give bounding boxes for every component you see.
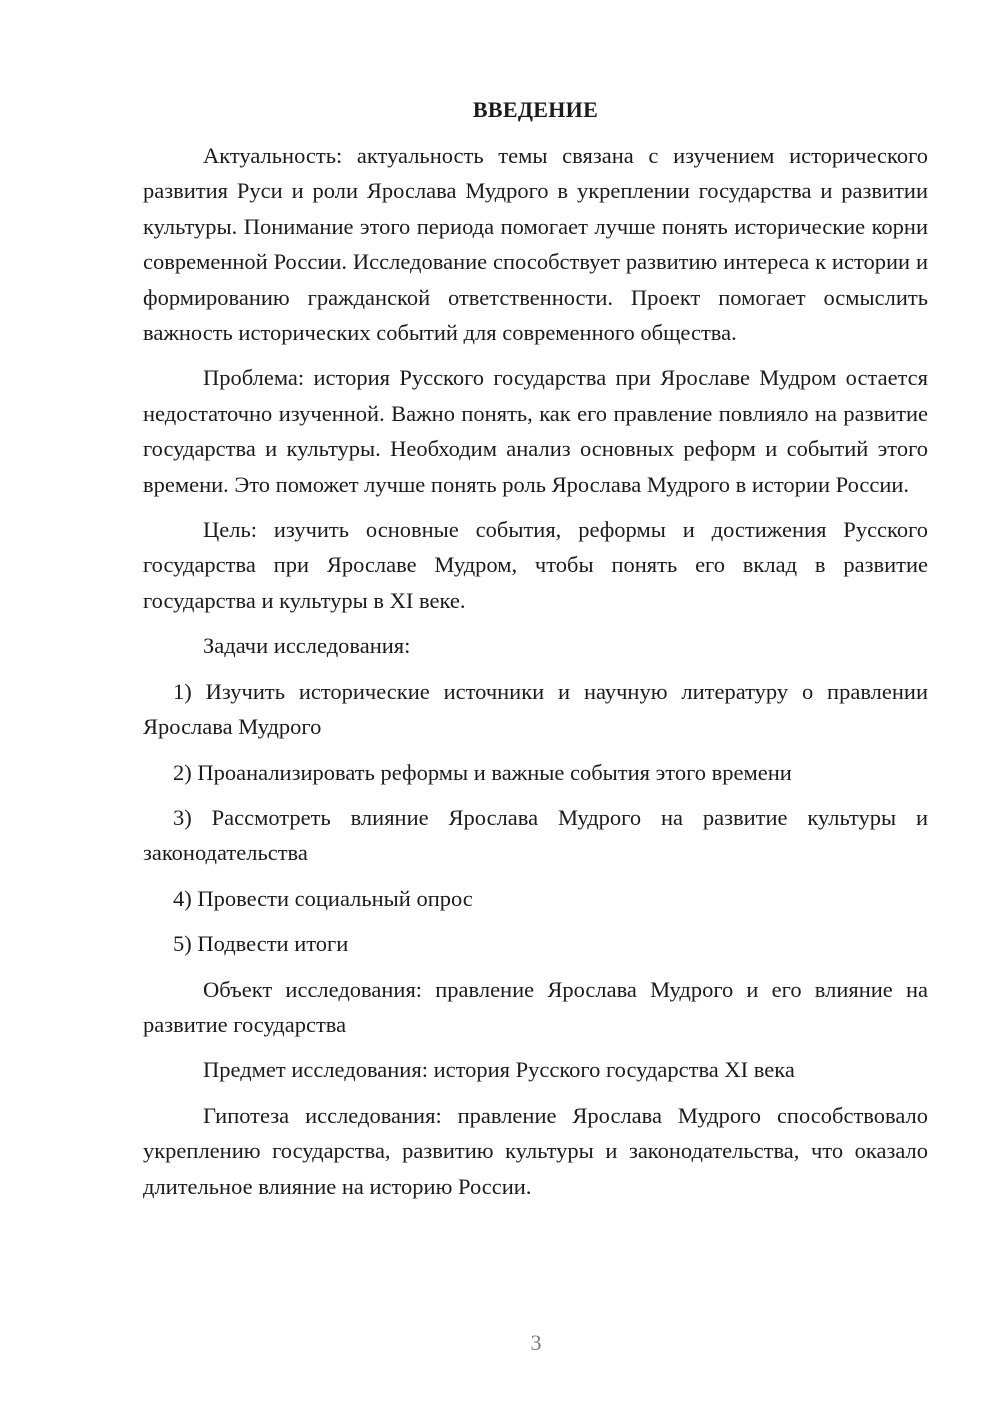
paragraph-hypothesis: Гипотеза исследования: правление Ярослава Мудрого способствовало укреплению государства, развитию культуры и законодательства, что оказало длительное влияние на историю России.: [143, 1102, 928, 1199]
paragraph-tasks-heading: Задачи исследования:: [203, 633, 411, 659]
task-item-1: 1) Изучить исторические источники и научную литературу о правлении Ярослава Мудрого: [143, 678, 928, 740]
paragraph-problem: Проблема: история Русского государства при Ярославе Мудром остается недостаточно изученной. Важно понять, как его правление повлияло на развитие государства и культуры. Необходим анализ основных реформ и событий этого времени. Это поможет лучше понять роль Ярослава Мудрого в истории России.: [143, 365, 928, 497]
task-item-4: 4) Провести социальный опрос: [173, 885, 473, 911]
document-page: [143, 92, 928, 1214]
paragraph-relevance: Актуальность: актуальность темы связана с изучением исторического развития Руси и роли Ярослава Мудрого в укреплении государства и развитии культуры. Понимание этого периода помогает лучше понять исторические корни современной России. Исследование способствует развитию интереса к истории и формированию гражданской ответственности. Проект помогает осмыслить важность исторических событий для современного общества.: [143, 143, 928, 346]
task-item-5: 5) Подвести итоги: [173, 931, 349, 957]
section-title: ВВЕДЕНИЕ: [472, 97, 599, 122]
task-item-3: 3) Рассмотреть влияние Ярослава Мудрого на развитие культуры и законодательства: [143, 804, 928, 866]
page-number: 3: [530, 1330, 542, 1355]
task-item-2: 2) Проанализировать реформы и важные события этого времени: [173, 759, 792, 785]
paragraph-object: Объект исследования: правление Ярослава Мудрого и его влияние на развитие государства: [143, 976, 928, 1037]
paragraph-subject: Предмет исследования: история Русского государства XI века: [203, 1057, 795, 1083]
paragraph-goal: Цель: изучить основные события, реформы и достижения Русского государства при Ярославе Мудром, чтобы понять его вклад в развитие государства и культуры в XI веке.: [143, 517, 928, 613]
